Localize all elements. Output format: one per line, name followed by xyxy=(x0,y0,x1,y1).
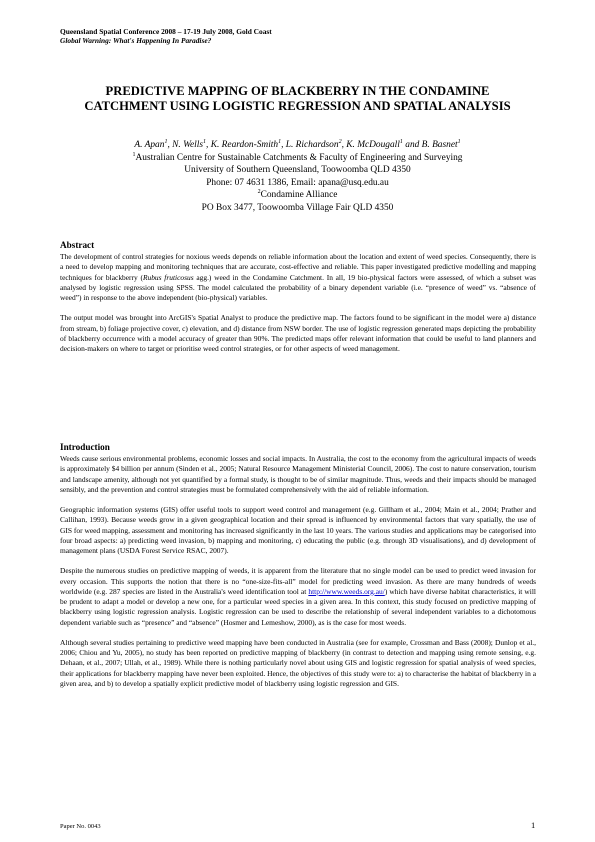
affiliation-1-name: Australian Centre for Sustainable Catchments & Faculty of Engineering and Surveying xyxy=(135,152,463,163)
intro-paragraph-4: Although several studies pertaining to predictive weed mapping have been conducted in Australia (see for example, Crossman and Bass (2008); Dunlop et al., 2006; Chiou and Yu, 2005), no study has been reported on predictive mapping of blackberry (in contrast to detection and mapping using remote sensing, e.g. Dehaan, et al., 2007; Ullah, et al., 1989). While there is nothing particularly novel about using GIS and logistic regression for spatial analysis of weed species, their applications for blackberry mapping have never been exploited. Hence, the objectives of this study were to: a) to characterise the habitat of blackberry in a given area, and b) to develop a spatially explicit predictive model of blackberry using logistic regression and GIS. xyxy=(60,637,536,688)
intro-paragraph-3 xyxy=(60,566,536,628)
affiliation-1-address: University of Southern Queensland, Toowoomba QLD 4350 xyxy=(184,165,411,176)
affiliation-2-name: Condamine Alliance xyxy=(260,190,338,201)
text-run: The development of control strategies for noxious weeds depends on reliable information about the location and extent of weed species. Consequently, there is a need to develop mapping and monitoring techniques that are accurate, cost-effective and reliable. This paper investigated predictive modelling and mapping techniques for blackberry ( xyxy=(60,252,536,282)
intro-paragraph-2: Geographic information systems (GIS) offer useful tools to support weed control and management (e.g. Gillham et al., 2004; Main et al., 2004; Prather and Callihan, 1993). Because weeds grow in a given geographical location and their spread is influenced by environmental factors that vary spatially, the use of GIS for weed mapping, assessment and monitoring has increased significantly in the last 10 years. The various studies and applications may be categorised into four broad aspects: a) predicting weed invasion, b) mapping and monitoring, c) educating the public (e.g. through 3D visualisations), and d) development of management plans (USDA Forest Service RSAC, 2007). xyxy=(60,505,536,555)
conference-line: Queensland Spatial Conference 2008 – 17-19 July 2008, Gold Coast xyxy=(60,27,272,36)
author-2: N. Wells xyxy=(172,140,204,150)
weeds-link[interactable]: http://www.weeds.org.au/ xyxy=(308,586,385,596)
title-line-1: PREDICTIVE MAPPING OF BLACKBERRY IN THE CONDAMINE xyxy=(105,84,490,98)
affil-mark: 2 xyxy=(257,189,261,196)
introduction-heading: Introduction xyxy=(60,442,110,452)
abstract-heading: Abstract xyxy=(60,240,95,250)
author-1: A. Apan xyxy=(134,140,165,150)
author-3: K. Reardon-Smith xyxy=(210,140,279,150)
text-run: ) which have diverse habitat characteristics, it will be prudent to adapt a model or develop a new one, for a particular weed species in a given area. In this context, this study focused on predictive mapping of blackberry using logistic regression analysis. Logistic regression can be used to describe the relationship of several independent variables to a dichotomous dependent variable such as “presence” and “absence” (Hosmer and Lemeshow, 2000), as is the case for most weeds. xyxy=(60,586,537,627)
running-header xyxy=(60,27,272,45)
author-names xyxy=(60,139,535,152)
separator: , xyxy=(206,140,211,150)
affil-mark: 1 xyxy=(399,139,403,145)
introduction-section xyxy=(60,442,536,689)
abstract-section xyxy=(60,240,536,354)
affiliation-1-contact: Phone: 07 4631 1386, Email: apana@usq.edu.au xyxy=(206,177,389,188)
intro-paragraph-1: Weeds cause serious environmental problems, economic losses and social impacts. In Australia, the cost to the economy from the agricultural impacts of weeds is approximately $4 billion per annum (Sinden et al., 2005; Natural Resource Management Ministerial Council, 2006). The cost to nature conservation, tourism and landscape amenity, although not yet quantified by a formal study, is thought to be of similar magnitude. Thus, weeds and their impacts should be managed sensibly, and the prevention and control strategies must be formulated comprehensively with the aid of reliable information. xyxy=(60,454,536,494)
paper-number: Paper No. 0043 xyxy=(60,823,101,830)
title-line-2: CATCHMENT USING LOGISTIC REGRESSION AND SPATIAL ANALYSIS xyxy=(84,99,511,113)
author-5: K. McDougall xyxy=(346,140,400,150)
author-block xyxy=(60,139,535,215)
affil-mark: 1 xyxy=(132,151,136,158)
species-name: Rubus fruticosus xyxy=(142,272,194,282)
text-run: agg.) weed in the Condamine Catchment. In all, 19 bio-physical factors were assessed, of which a subset was analysed by logistic regression using SPSS. The model calculated the probability of a binary dependent variable (i.e. “presence of weed” vs. “absence of weed”) in response to the above independent (bio-physical) variables. xyxy=(60,272,536,302)
abstract-paragraph-1 xyxy=(60,252,536,303)
author-6: and B. Basnet xyxy=(405,140,458,150)
affiliation-2-address: PO Box 3477, Toowoomba Village Fair QLD 4350 xyxy=(201,202,394,213)
author-4: L. Richardson xyxy=(285,140,339,150)
affil-mark: 1 xyxy=(457,139,461,145)
paper-title xyxy=(60,84,535,114)
separator: , xyxy=(341,140,347,150)
page-number: 1 xyxy=(531,820,536,830)
abstract-paragraph-2: The output model was brought into ArcGIS's Spatial Analyst to produce the predictive map. The factors found to be significant in the model were a) distance from stream, b) foliage projective cover, c) elevation, and d) distance from NSW border. The use of logistic regression generated maps depicting the probability of blackberry occurrence with a model accuracy of greater than 90%. The predicted maps offer relevant information that could be useful to land planners and decision-makers on where to target or prioritise weed control strategies, or for other aspects of weed management. xyxy=(60,313,536,353)
separator: , xyxy=(167,140,173,150)
affiliation-1 xyxy=(60,152,535,165)
separator: , xyxy=(281,140,286,150)
affiliation-2 xyxy=(60,189,535,202)
conference-theme: Global Warning: What's Happening In Paradise? xyxy=(60,36,212,45)
affil-mark: 2 xyxy=(338,139,342,145)
affil-mark: 1 xyxy=(278,139,282,145)
affil-mark: 1 xyxy=(164,139,168,145)
text-run: Despite the numerous studies on predictive mapping of weeds, it is apparent from the literature that no single model can be used to predict weed invasion for every occasion. This supports the notion that there is no “one-size-fits-all” model for predicting weed invasion. As there are many hundreds of weeds worldwide (e.g. 287 species are listed in the Australia's weed identification tool at xyxy=(60,566,536,596)
affil-mark: 1 xyxy=(203,139,207,145)
